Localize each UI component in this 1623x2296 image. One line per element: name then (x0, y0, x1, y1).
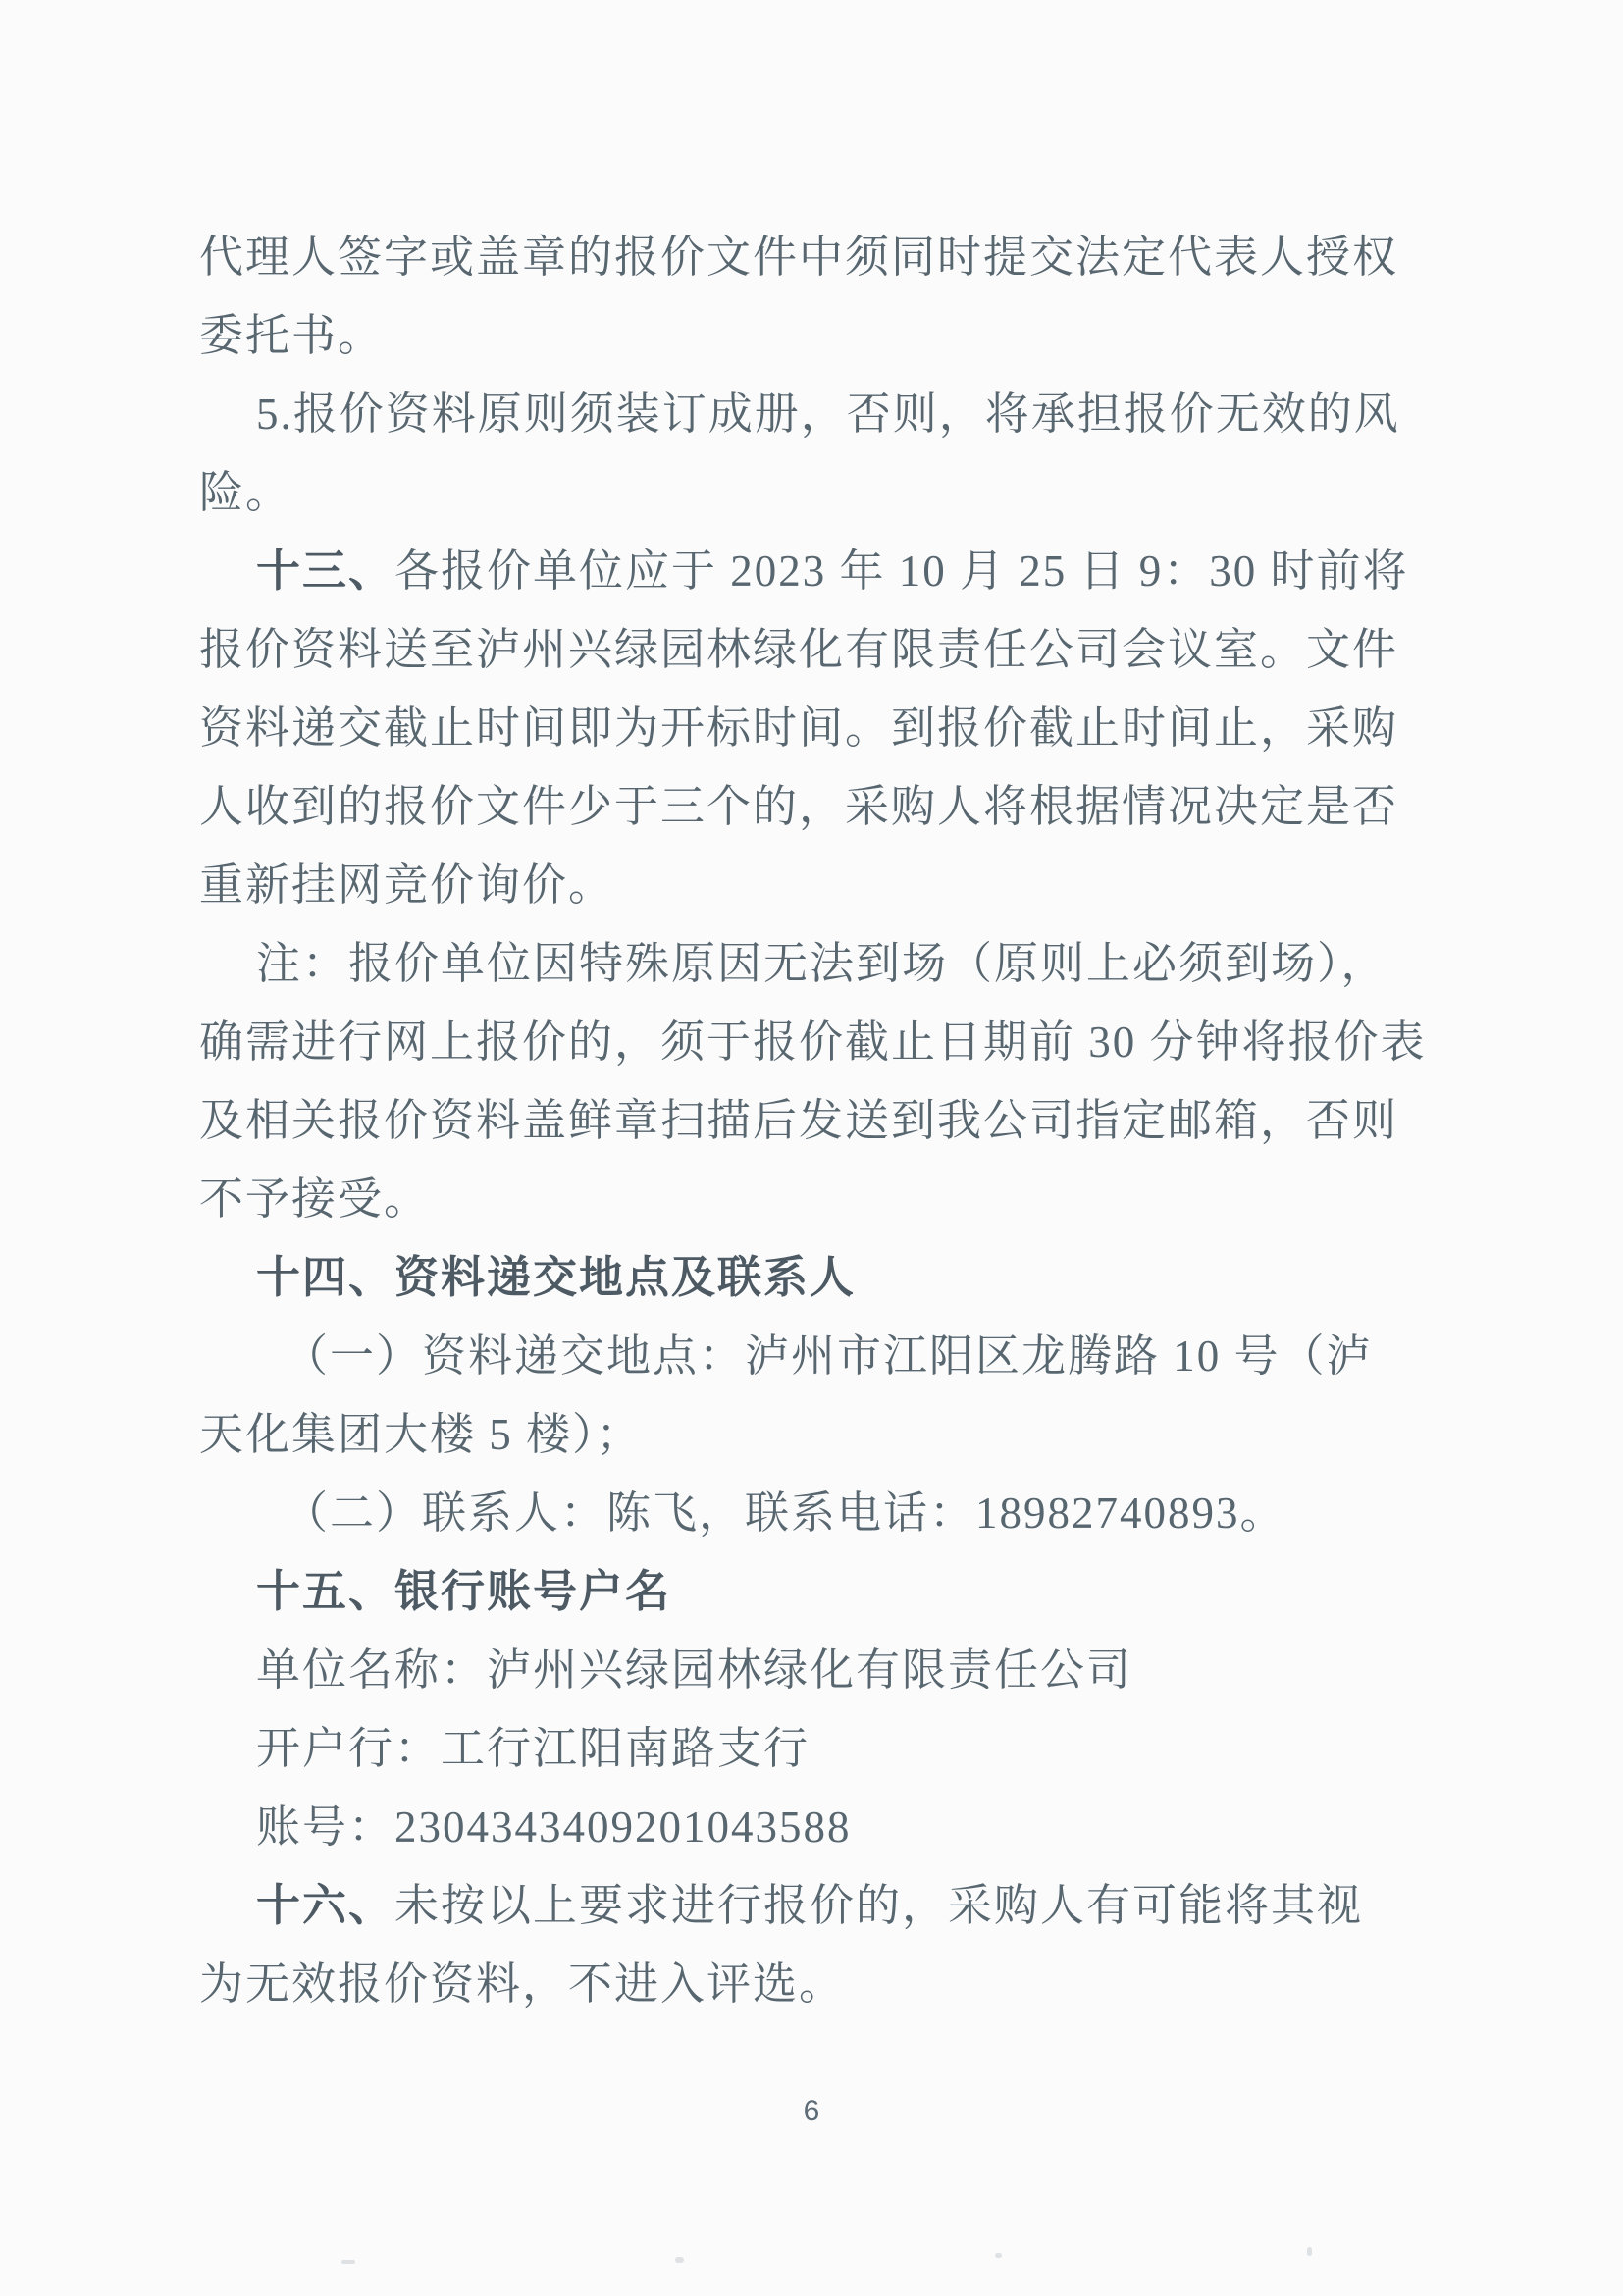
text-line: 单位名称：泸州兴绿园林绿化有限责任公司 (256, 1645, 1133, 1695)
text-line: 5.报价资料原则须装订成册，否则，将承担报价无效的风 (256, 390, 1400, 439)
page-number: 6 (803, 2095, 820, 2127)
text-line: 不予接受。 (199, 1174, 431, 1224)
text-line: 确需进行网上报价的，须于报价截止日期前 30 分钟将报价表 (199, 1018, 1427, 1067)
text-line: （一）资料递交地点：泸州市江阳区龙腾路 10 号（泸 (284, 1331, 1373, 1381)
text-line: 人收到的报价文件少于三个的，采购人将根据情况决定是否 (199, 782, 1399, 831)
text-line: 代理人签字或盖章的报价文件中须同时提交法定代表人授权 (199, 233, 1399, 282)
text-line: 账号：2304343409201043588 (256, 1802, 852, 1852)
scan-artifact (341, 2260, 355, 2264)
scan-artifact (995, 2253, 1002, 2258)
section-number-prefix: 十三、 (256, 546, 395, 596)
text-line: 及相关报价资料盖鲜章扫描后发送到我公司指定邮箱，否则 (199, 1096, 1399, 1145)
text-line: （二）联系人：陈飞，联系电话：18982740893。 (284, 1488, 1286, 1538)
scan-artifact (675, 2257, 684, 2263)
section-heading-line: 十四、资料递交地点及联系人 (256, 1252, 857, 1302)
text-line: 开户行：工行江阳南路支行 (256, 1724, 811, 1773)
text-line: 报价资料送至泸州兴绿园林绿化有限责任公司会议室。文件 (199, 625, 1399, 674)
text-line: 十三、各报价单位应于 2023 年 10 月 25 日 9：30 时前将 (256, 546, 1409, 596)
text-line: 重新挂网竞价询价。 (199, 861, 615, 910)
text-line: 为无效报价资料，不进入评选。 (199, 1959, 846, 2009)
document-text (199, 218, 1427, 2023)
text-line: 委托书。 (199, 311, 385, 360)
text-line: 资料递交截止时间即为开标时间。到报价截止时间止，采购 (199, 704, 1399, 753)
text-line: 天化集团大楼 5 楼）； (199, 1410, 643, 1459)
text-line: 十六、未按以上要求进行报价的，采购人有可能将其视 (256, 1880, 1364, 1930)
section-number-prefix: 十六、 (256, 1880, 395, 1930)
text-line: 险。 (199, 468, 292, 517)
section-heading-line: 十五、银行账号户名 (256, 1566, 672, 1616)
text-line: 注：报价单位因特殊原因无法到场（原则上必须到场）， (256, 939, 1387, 988)
scan-artifact (1307, 2247, 1312, 2256)
